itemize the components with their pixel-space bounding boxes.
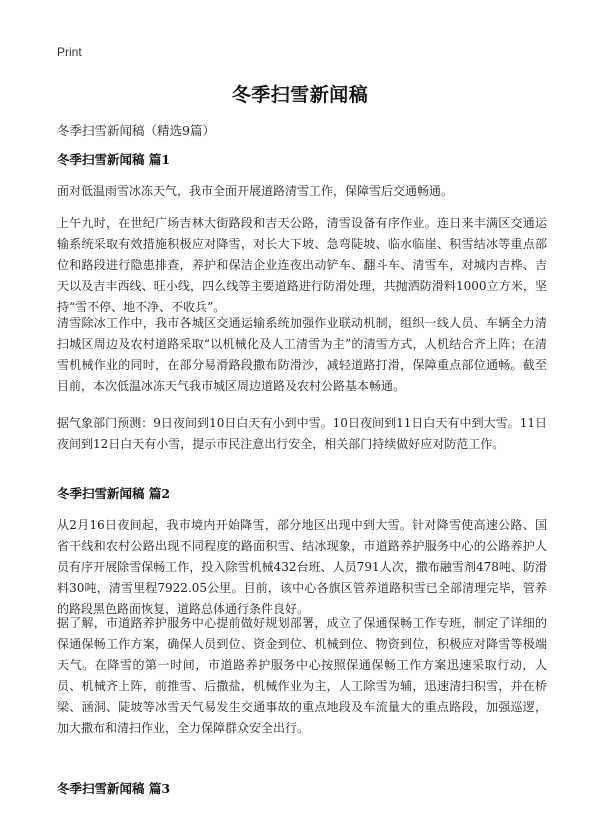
- section-heading-1: 冬季扫雪新闻稿 篇1: [57, 152, 171, 167]
- document-subtitle: 冬季扫雪新闻稿（精选9篇）: [57, 123, 215, 138]
- paragraph: 面对低温雨雪冰冻天气，我市全面开展道路清雪工作，保障雪后交通畅通。: [57, 184, 454, 198]
- print-link[interactable]: Print: [57, 45, 82, 59]
- paragraph: 据了解，市道路养护服务中心提前做好规划部署，成立了保通保畅工作专班，制定了详细的保通保畅工作方案，确保人员到位、资金到位、机械到位、物资到位，积极应对降雪等极端天气。在降雪的第一时间，市道路养护服务中心按照保通保畅工作方案迅速采取行动，人员、机械齐上阵，前推雪、后撒盐，机械作业为主，人工除雪为辅，迅速清扫积雪，并在桥梁、涵洞、陡坡等冰雪天气易发生交通事故的重点地段及车流量大的重点路段，加强巡逻，加大撒布和清扫作业，全力保障群众安全出行。: [57, 616, 547, 735]
- paragraph: 上午九时，在世纪广场吉林大街路段和吉天公路，清雪设备有序作业。连日来丰满区交通运输系统采取有效措施积极应对降雪，对长大下坡、急弯陡坡、临水临崖、积雪结冰等重点部位和路段进行隐患排查，养护和保洁企业连夜出动铲车、翻斗车、清雪车，对城内吉桦、吉天以及吉丰西线、旺小线，四么线等主要道路进行防滑处理，共抛洒防滑料1000立方米，坚持“雪不停、地不净、不收兵”。: [57, 216, 547, 314]
- paragraph: 清雪除冰工作中，我市各城区交通运输系统加强作业联动机制，组织一线人员、车辆全力清扫城区周边及农村道路采取“以机械化及人工清雪为主”的清雪方式，人机结合齐上阵；在清雪机械作业的同时，在部分易滑路段撒布防滑沙，减轻道路打滑，保障重点部位通畅。截至目前，本次低温冰冻天气我市城区周边道路及农村公路基本畅通。: [57, 316, 547, 393]
- section-heading-3: 冬季扫雪新闻稿 篇3: [57, 781, 171, 796]
- section-heading-2: 冬季扫雪新闻稿 篇2: [57, 486, 171, 501]
- paragraph: 据气象部门预测：9日夜间到10日白天有小到中雪。10日夜间到11日白天有中到大雪。11日夜间到12日白天有小雪，提示市民注意出行安全，相关部门持续做好应对防范工作。: [57, 416, 547, 451]
- paragraph: 从2月16日夜间起，我市境内开始降雪，部分地区出现中到大雪。针对降雪使高速公路、国省干线和农村公路出现不同程度的路面积雪、结冰现象，市道路养护服务中心的公路养护人员有序开展除雪保畅工作，投入除雪机械432台班、人员791人次，撒布融雪剂478吨、防滑料30吨，清雪里程7922.05公里。目前，该中心各旗区管养道路积雪已全部清理完毕，管养的路段黑色路面恢复，道路总体通行条件良好。: [57, 518, 547, 616]
- document-title: 冬季扫雪新闻稿: [231, 84, 369, 106]
